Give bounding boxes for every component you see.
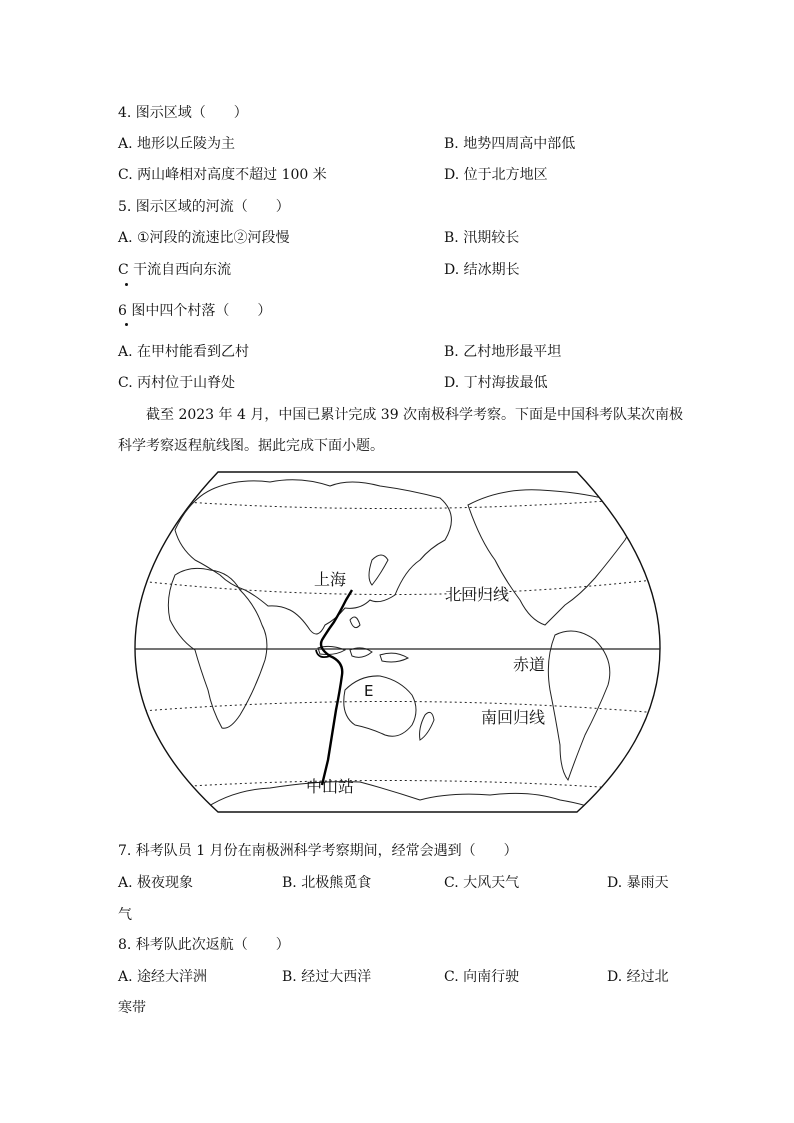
q7-option-b: B. 北极熊觅食 [282, 875, 372, 891]
label-tropic-of-cancer: 北回归线 [445, 585, 510, 604]
q5-stem: 5. 图示区域的河流（ ） [118, 199, 290, 215]
q7-option-d: D. 暴雨天 [607, 875, 669, 891]
q5-option-a: A. ①河段的流速比②河段慢 [118, 230, 290, 246]
q8-stem: 8. 科考队此次返航（ ） [118, 937, 290, 953]
q8-option-a: A. 途经大洋洲 [118, 969, 208, 985]
q8-option-c: C. 向南行驶 [444, 969, 520, 985]
map-frame [135, 472, 660, 812]
q6-option-b: B. 乙村地形最平坦 [444, 344, 562, 360]
q4-option-a: A. 地形以丘陵为主 [118, 136, 236, 152]
intro-line-1: 截至 2023 年 4 月，中国已累计完成 39 次南极科学考察。下面是中国科考队某次南极 [146, 407, 684, 423]
q7-option-c: C. 大风天气 [444, 875, 520, 891]
label-equator: 赤道 [513, 655, 546, 674]
q7-option-d-continued: 气 [118, 907, 132, 923]
label-point-e: E [364, 682, 374, 700]
q8-option-d: D. 经过北 [607, 969, 669, 985]
label-tropic-of-capricorn: 南回归线 [481, 708, 546, 727]
q6-option-d: D. 丁村海拔最低 [444, 375, 548, 391]
q6-option-c: C. 丙村位于山脊处 [118, 375, 236, 391]
q8-option-b: B. 经过大西洋 [282, 969, 372, 985]
q7-stem: 7. 科考队员 1 月份在南极洲科学考察期间，经常会遇到（ ） [118, 843, 518, 859]
q5-option-c: C 干流自西向东流 [118, 262, 232, 278]
q4-option-d: D. 位于北方地区 [444, 167, 548, 183]
q4-stem: 4. 图示区域（ ） [118, 105, 248, 121]
q4-option-b: B. 地势四周高中部低 [444, 136, 576, 152]
q6-option-a: A. 在甲村能看到乙村 [118, 344, 250, 360]
q8-option-d-continued: 寒带 [118, 1000, 146, 1016]
q6-stem: 6 图中四个村落（ ） [118, 303, 272, 319]
intro-line-2: 科学考察返程航线图。据此完成下面小题。 [118, 438, 384, 454]
q5-option-d: D. 结冰期长 [444, 262, 520, 278]
label-shanghai: 上海 [314, 570, 347, 589]
label-zhongshan-station: 中山站 [306, 777, 355, 796]
q4-option-c: C. 两山峰相对高度不超过 100 米 [118, 167, 327, 183]
q5-option-b: B. 汛期较长 [444, 230, 520, 246]
q7-option-a: A. 极夜现象 [118, 875, 194, 891]
